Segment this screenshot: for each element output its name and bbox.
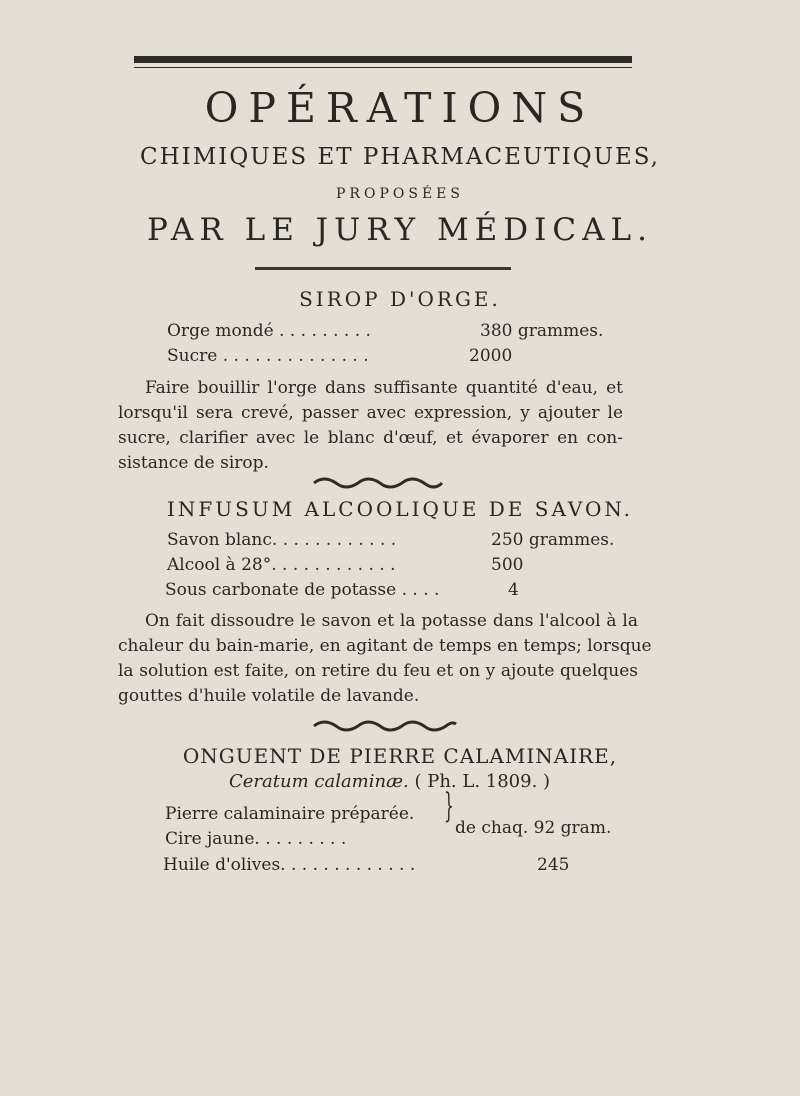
infusum-text-line: chaleur du bain-marie, en agitant de temps en temps; lorsque	[118, 636, 652, 656]
wave-ornament	[312, 719, 458, 733]
onguent-subheading	[229, 771, 550, 792]
infusum-row-value: 4	[508, 580, 519, 600]
wave-ornament	[312, 476, 444, 490]
onguent-row-label: Huile d'olives. . . . . . . . . . . . .	[163, 855, 416, 875]
sirop-text-line: sucre, clarifier avec le blanc d'œuf, et évaporer en con-	[118, 428, 623, 448]
top-rule-thick	[134, 56, 632, 63]
sirop-heading: SIROP D'ORGE.	[299, 287, 501, 311]
infusum-text-line: On fait dissoudre le savon et la potasse dans l'alcool à la	[145, 611, 638, 631]
infusum-row-label: Alcool à 28°. . . . . . . . . . . .	[167, 555, 396, 575]
sirop-row-label: Sucre . . . . . . . . . . . . . .	[167, 346, 369, 366]
sirop-row-label: Orge mondé . . . . . . . . .	[167, 321, 371, 341]
section-rule	[255, 267, 511, 270]
onguent-heading: ONGUENT DE PIERRE CALAMINAIRE,	[182, 744, 618, 768]
onguent-latin-name: Ceratum calaminæ.	[229, 771, 409, 792]
infusum-text-line: la solution est faite, on retire du feu et on y ajoute quelques	[118, 661, 638, 681]
top-rule-thin	[134, 67, 632, 68]
onguent-row-label: Pierre calaminaire préparée.	[165, 804, 415, 824]
infusum-row-value: 500	[491, 555, 524, 575]
proposed-label: PROPOSÉES	[336, 186, 464, 202]
infusum-row-value: 250 grammes.	[491, 530, 615, 550]
subtitle: CHIMIQUES ET PHARMACEUTIQUES,	[139, 144, 660, 170]
onguent-row-label: Cire jaune. . . . . . . . .	[165, 829, 347, 849]
sirop-row-value: 2000	[469, 346, 513, 366]
sirop-text-line: sistance de sirop.	[118, 453, 269, 473]
infusum-text-line: gouttes d'huile volatile de lavande.	[118, 686, 420, 706]
title: OPÉRATIONS	[204, 84, 596, 132]
infusum-heading: INFUSUM ALCOOLIQUE DE SAVON.	[167, 497, 633, 521]
brace-symbol: }	[443, 786, 454, 826]
infusum-row-label: Sous carbonate de potasse . . . .	[165, 580, 440, 600]
jury-title: PAR LE JURY MÉDICAL.	[147, 212, 653, 248]
infusum-row-label: Savon blanc. . . . . . . . . . . .	[167, 530, 397, 550]
sirop-text-line: lorsqu'il sera crevé, passer avec expression, y ajouter le	[118, 403, 623, 423]
onguent-reference: ( Ph. L. 1809. )	[414, 771, 551, 792]
sirop-text-line: Faire bouillir l'orge dans suffisante quantité d'eau, et	[145, 378, 623, 398]
sirop-row-value: 380 grammes.	[480, 321, 604, 341]
onguent-row-value: 245	[537, 855, 570, 875]
onguent-brace-note: de chaq. 92 gram.	[455, 818, 612, 838]
